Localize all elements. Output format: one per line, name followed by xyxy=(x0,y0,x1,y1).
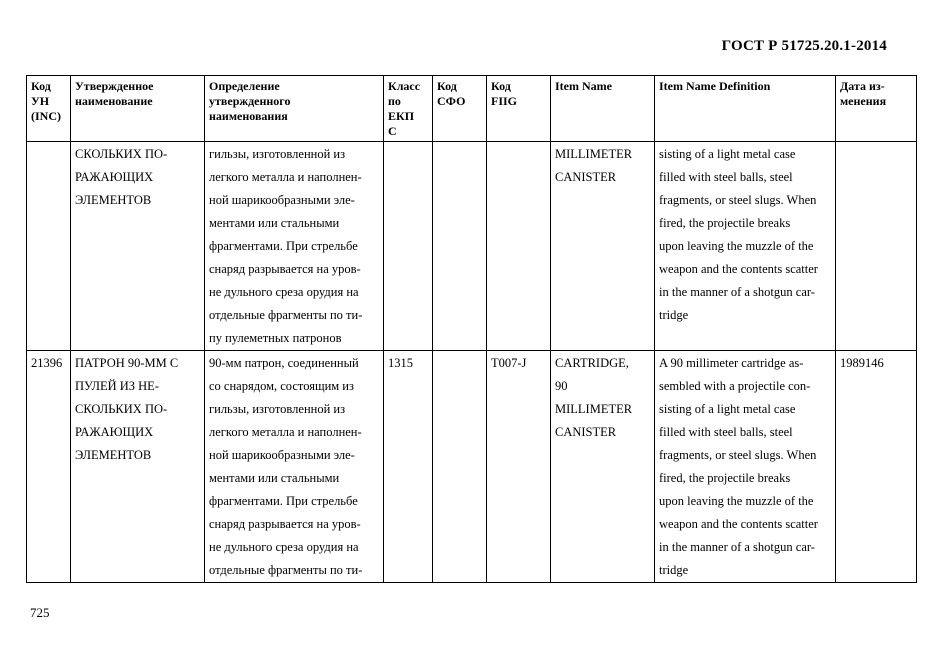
cell-sfo xyxy=(433,351,487,583)
col-header-item-name: Item Name xyxy=(551,76,655,142)
table-row xyxy=(27,142,917,351)
col-header-item-definition: Item Name Definition xyxy=(655,76,836,142)
cell-inc xyxy=(27,142,71,351)
col-header-definition: Определение утвержденного наименования xyxy=(205,76,384,142)
table-row xyxy=(27,351,917,583)
cell-item-definition: sisting of a light metal case filled with steel balls, steel fragments, or steel slugs. When fired, the projectile breaks upon leaving the muzzle of the weapon and the contents scatter in the manner of a shotgun car- tridge xyxy=(655,142,836,351)
cell-definition: 90-мм патрон, соединенный со снарядом, состоящим из гильзы, изготовленной из легкого металла и наполнен- ной шарикообразными эле- ментами или стальными фрагментами. При стрельбе снаряд разрывается на уров- не дульного среза орудия на отдельные фрагменты по ти- xyxy=(205,351,384,583)
document-code: ГОСТ Р 51725.20.1-2014 xyxy=(721,38,887,54)
col-header-class: Класс по ЕКП С xyxy=(384,76,433,142)
cell-change-date: 1989146 xyxy=(836,351,917,583)
cell-class xyxy=(384,142,433,351)
cell-fiig xyxy=(487,142,551,351)
col-header-inc: Код УН (INC) xyxy=(27,76,71,142)
cell-change-date xyxy=(836,142,917,351)
cell-fiig: T007-J xyxy=(487,351,551,583)
cell-approved-name: СКОЛЬКИХ ПО- РАЖАЮЩИХ ЭЛЕМЕНТОВ xyxy=(71,142,205,351)
table-header-row xyxy=(27,76,917,142)
cell-item-name: MILLIMETER CANISTER xyxy=(551,142,655,351)
catalog-table xyxy=(26,75,917,583)
col-header-approved-name: Утвержденное наименование xyxy=(71,76,205,142)
page-number: 725 xyxy=(30,605,50,620)
col-header-fiig: Код FIIG xyxy=(487,76,551,142)
cell-item-name: CARTRIDGE, 90 MILLIMETER CANISTER xyxy=(551,351,655,583)
col-header-sfo: Код СФО xyxy=(433,76,487,142)
cell-class: 1315 xyxy=(384,351,433,583)
cell-sfo xyxy=(433,142,487,351)
cell-definition: гильзы, изготовленной из легкого металла и наполнен- ной шарикообразными эле- ментами или стальными фрагментами. При стрельбе снаряд разрывается на уров- не дульного среза орудия на отдельные фрагменты по ти- пу пулеметных патронов xyxy=(205,142,384,351)
cell-inc: 21396 xyxy=(27,351,71,583)
col-header-change-date: Дата из- менения xyxy=(836,76,917,142)
cell-approved-name: ПАТРОН 90-ММ С ПУЛЕЙ ИЗ НЕ- СКОЛЬКИХ ПО- РАЖАЮЩИХ ЭЛЕМЕНТОВ xyxy=(71,351,205,583)
cell-item-definition: A 90 millimeter cartridge as- sembled with a projectile con- sisting of a light metal case filled with steel balls, steel fragments, or steel slugs. When fired, the projectile breaks upon leaving the muzzle of the weapon and the contents scatter in the manner of a shotgun car- tridge xyxy=(655,351,836,583)
